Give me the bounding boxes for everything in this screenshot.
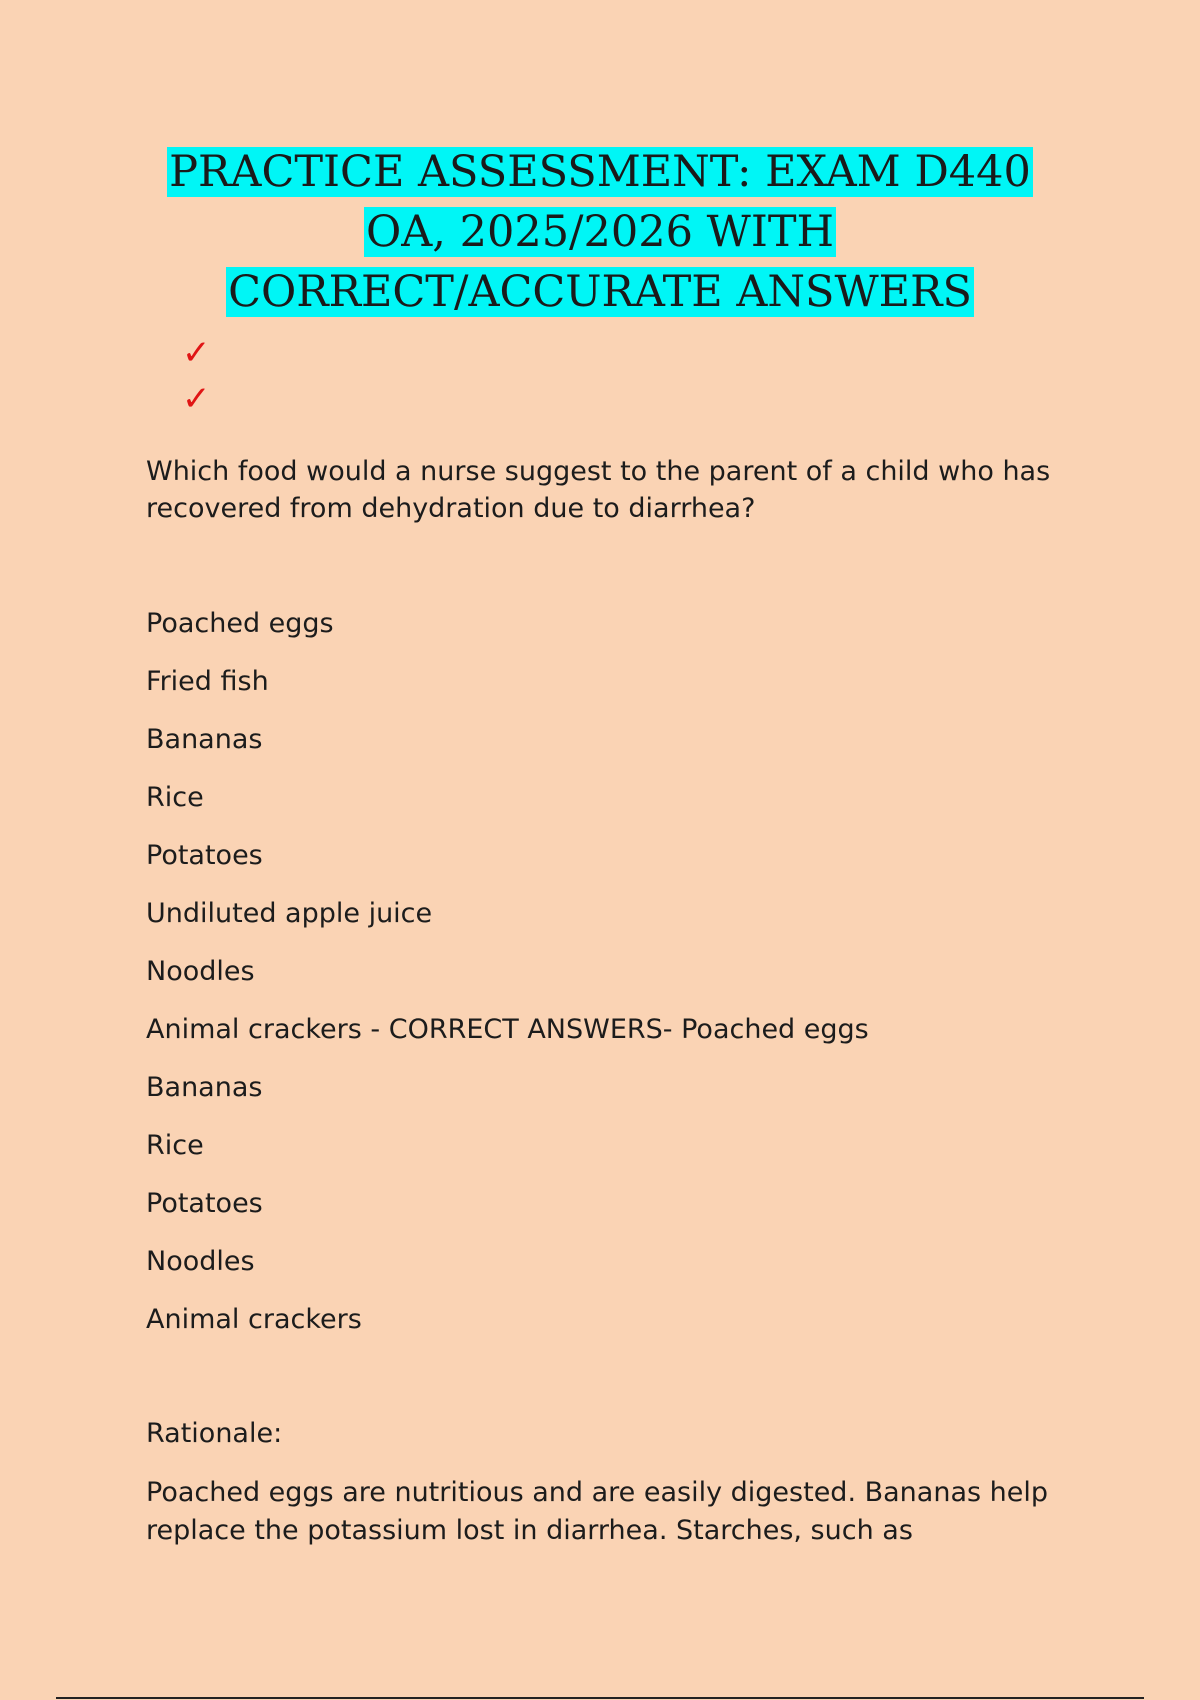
checkmark-group xyxy=(182,330,211,422)
list-item: Animal crackers xyxy=(146,1304,362,1335)
list-item: Noodles xyxy=(146,1246,255,1277)
list-item: Potatoes xyxy=(146,840,263,871)
footer-divider xyxy=(56,1697,1144,1699)
checkmark-icon: ✓ xyxy=(182,333,211,373)
title-line-3: CORRECT/ACCURATE ANSWERS xyxy=(228,267,972,317)
question-text: Which food would a nurse suggest to the parent of a child who has recovered from dehydration due to diarrhea? xyxy=(146,456,1051,524)
list-item: Noodles xyxy=(146,956,255,987)
answer-options-list xyxy=(146,604,869,1358)
list-item: Fried fish xyxy=(146,666,269,697)
list-item: Poached eggs xyxy=(146,608,334,639)
list-item: Bananas xyxy=(146,724,263,755)
title-line-1: PRACTICE ASSESSMENT: EXAM D440 xyxy=(169,147,1031,197)
document-title xyxy=(100,142,1100,322)
rationale-label: Rationale: xyxy=(146,1418,283,1449)
list-item: Rice xyxy=(146,782,204,813)
list-item: Potatoes xyxy=(146,1188,263,1219)
rationale-text: Poached eggs are nutritious and are easily digested. Bananas help replace the potassium lost in diarrhea. Starches, such as xyxy=(146,1477,1049,1546)
checkmark-icon: ✓ xyxy=(182,379,211,419)
title-line-2: OA, 2025/2026 WITH xyxy=(365,207,835,257)
list-item: Bananas xyxy=(146,1072,263,1103)
list-item: Undiluted apple juice xyxy=(146,898,433,929)
list-item: Animal crackers - CORRECT ANSWERS- Poached eggs xyxy=(146,1014,869,1045)
list-item: Rice xyxy=(146,1130,204,1161)
